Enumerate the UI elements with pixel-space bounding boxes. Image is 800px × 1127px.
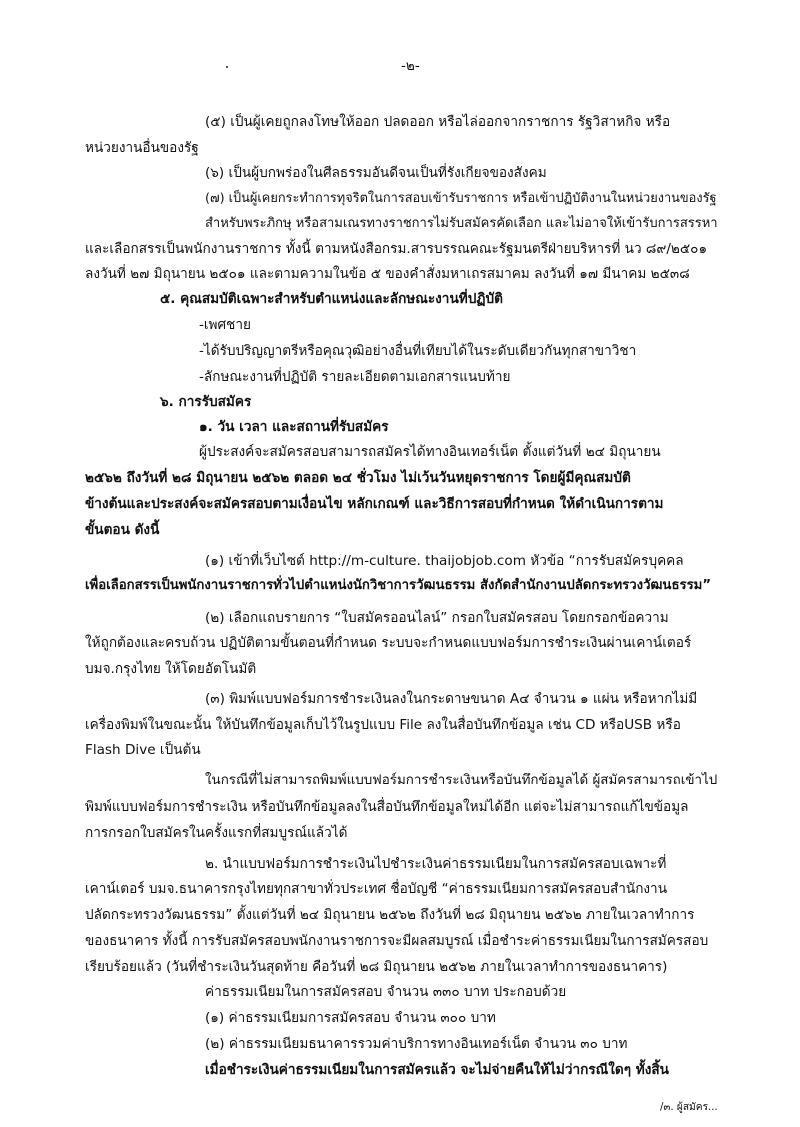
text-line: -เพศชาย	[199, 317, 251, 333]
text-line: ๒. นำแบบฟอร์มการชำระเงินไปชำระเงินค่าธรรมเนียมในการสมัครสอบเฉพาะที่	[205, 856, 667, 872]
text-line: ให้ถูกต้องและครบถ้วน ปฏิบัติตามขั้นตอนที่กำหนด ระบบจะกำหนดแบบฟอร์มการชำระเงินผ่านเคาน์เตอร์	[85, 635, 692, 651]
text-line: พิมพ์แบบฟอร์มการชำระเงิน หรือบันทึกข้อมูลลงในสื่อบันทึกข้อมูลใหม่ได้อีก แต่จะไม่สามารถแก้ไขข้อมูล	[85, 799, 689, 815]
text-line: ๒๕๖๒ ถึงวันที่ ๒๘ มิถุนายน ๒๕๖๒ ตลอด ๒๔ ชั่วโมง ไม่เว้นวันหยุดราชการ โดยผู้มีคุณสมบัติ	[85, 470, 631, 486]
footer-continuation: /๓. ผู้สมัคร...	[660, 1102, 718, 1113]
text-line: (๗) เป็นผู้เคยกระทำการทุจริตในการสอบเข้ารับราชการ หรือเข้าปฏิบัติงานในหน่วยงานของรัฐ	[205, 191, 717, 206]
text-line: (๒) เลือกแถบรายการ “ใบสมัครออนไลน์” กรอกใบสมัครสอบ โดยกรอกข้อความ	[205, 610, 669, 626]
text-line: (๒) ค่าธรรมเนียมธนาคารรวมค่าบริการทางอินเทอร์เน็ต จำนวน ๓๐ บาท	[205, 1036, 628, 1052]
text-line: สำหรับพระภิกษุ หรือสามเณรทางราชการไม่รับสมัครคัดเลือก และไม่อาจให้เข้ารับการสรรหา	[205, 216, 718, 231]
text-line: ผู้ประสงค์จะสมัครสอบสามารถสมัครได้ทางอินเทอร์เน็ต ตั้งแต่วันที่ ๒๔ มิถุนายน	[199, 444, 661, 460]
text-line: (๓) พิมพ์แบบฟอร์มการชำระเงินลงในกระดาษขนาด A๔ จำนวน ๑ แผ่น หรือหากไม่มี	[205, 691, 698, 707]
text-line: ลงวันที่ ๒๗ มิถุนายน ๒๕๐๑ และตามความในข้อ ๕ ของคำสั่งมหาเถรสมาคม ลงวันที่ ๑๗ มีนาคม ๒๕๓๘	[85, 266, 690, 282]
text-line: ข้างต้นและประสงค์จะสมัครสอบตามเงื่อนไข หลักเกณฑ์ และวิธีการสอบที่กำหนด ให้ดำเนินการตาม	[85, 496, 664, 512]
text-line: (๖) เป็นผู้บกพร่องในศีลธรรมอันดีจนเป็นที่รังเกียจของสังคม	[205, 165, 547, 181]
section-heading: ๖. การรับสมัคร	[160, 394, 252, 410]
text-line: Flash Dive เป็นต้น	[85, 742, 201, 758]
text-line: ปลัดกระทรวงวัฒนธรรม” ตั้งแต่วันที่ ๒๔ มิถุนายน ๒๕๖๒ ถึงวันที่ ๒๘ มิถุนายน ๒๕๖๒ ภายในเวลาทำการ	[85, 907, 695, 923]
text-line: -ได้รับปริญญาตรีหรือคุณวุฒิอย่างอื่นที่เทียบได้ในระดับเดียวกันทุกสาขาวิชา	[199, 343, 637, 359]
text-line: หน่วยงานอื่นของรัฐ	[85, 140, 199, 156]
text-line: บมจ.กรุงไทย ให้โดยอัตโนมัติ	[85, 661, 257, 677]
text-line: และเลือกสรรเป็นพนักงานราชการ ทั้งนี้ ตามหนังสือกรม.สารบรรณคณะรัฐมนตรีฝ่ายบริหารที่ นว ๘๙/๒๕๐๑	[85, 241, 708, 257]
subsection-heading: ๑. วัน เวลา และสถานที่รับสมัคร	[199, 419, 389, 435]
text-line: เพื่อเลือกสรรเป็นพนักงานราชการทั่วไปตำแหน่งนักวิชาการวัฒนธรรม สังกัดสำนักงานปลัดกระทรวงวัฒนธรรม”	[85, 578, 712, 593]
text-line: (๑) เข้าที่เว็บไซต์ http://m-culture. thaijobjob.com หัวข้อ “การรับสมัครบุคคล	[205, 553, 684, 569]
text-line: (๕) เป็นผู้เคยถูกลงโทษให้ออก ปลดออก หรือไล่ออกจากราชการ รัฐวิสาหกิจ หรือ	[205, 114, 671, 130]
section-heading: ๕. คุณสมบัติเฉพาะสำหรับตำแหน่งและลักษณะงานที่ปฏิบัติ	[160, 291, 503, 307]
text-line: -ลักษณะงานที่ปฏิบัติ รายละเอียดตามเอกสารแนบท้าย	[199, 369, 511, 385]
text-line: เมื่อชำระเงินค่าธรรมเนียมในการสมัครแล้ว จะไม่จ่ายคืนให้ไม่ว่ากรณีใดๆ ทั้งสิ้น	[205, 1062, 669, 1078]
text-line: ค่าธรรมเนียมในการสมัครสอบ จำนวน ๓๓๐ บาท ประกอบด้วย	[205, 984, 567, 1000]
text-line: (๑) ค่าธรรมเนียมการสมัครสอบ จำนวน ๓๐๐ บาท	[205, 1010, 496, 1026]
text-line: เคาน์เตอร์ บมจ.ธนาคารกรุงไทยทุกสาขาทั่วประเทศ ชื่อบัญชี “ค่าธรรมเนียมการสมัครสอบสำนักงาน	[85, 881, 667, 897]
stray-dot	[226, 66, 228, 68]
text-line: ในกรณีที่ไม่สามารถพิมพ์แบบฟอร์มการชำระเงินหรือบันทึกข้อมูลได้ ผู้สมัครสามารถเข้าไป	[205, 773, 718, 788]
text-line: เรียบร้อยแล้ว (วันที่ชำระเงินวันสุดท้าย คือวันที่ ๒๘ มิถุนายน ๒๕๖๒ ภายในเวลาทำการของธนาคาร)	[85, 959, 668, 975]
page-number: -๒-	[401, 58, 420, 74]
text-line: เครื่องพิมพ์ในขณะนั้น ให้บันทึกข้อมูลเก็บไว้ในรูปแบบ File ลงในสื่อบันทึกข้อมูล เช่น CD หรือUSB หรือ	[85, 717, 681, 733]
text-line: ของธนาคาร ทั้งนี้ การรับสมัครสอบพนักงานราชการจะมีผลสมบูรณ์ เมื่อชำระค่าธรรมเนียมในการสมัครสอบ	[85, 933, 709, 949]
text-line: การกรอกใบสมัครในครั้งแรกที่สมบูรณ์แล้วได้	[85, 825, 348, 841]
text-line: ขั้นตอน ดังนี้	[85, 522, 160, 538]
